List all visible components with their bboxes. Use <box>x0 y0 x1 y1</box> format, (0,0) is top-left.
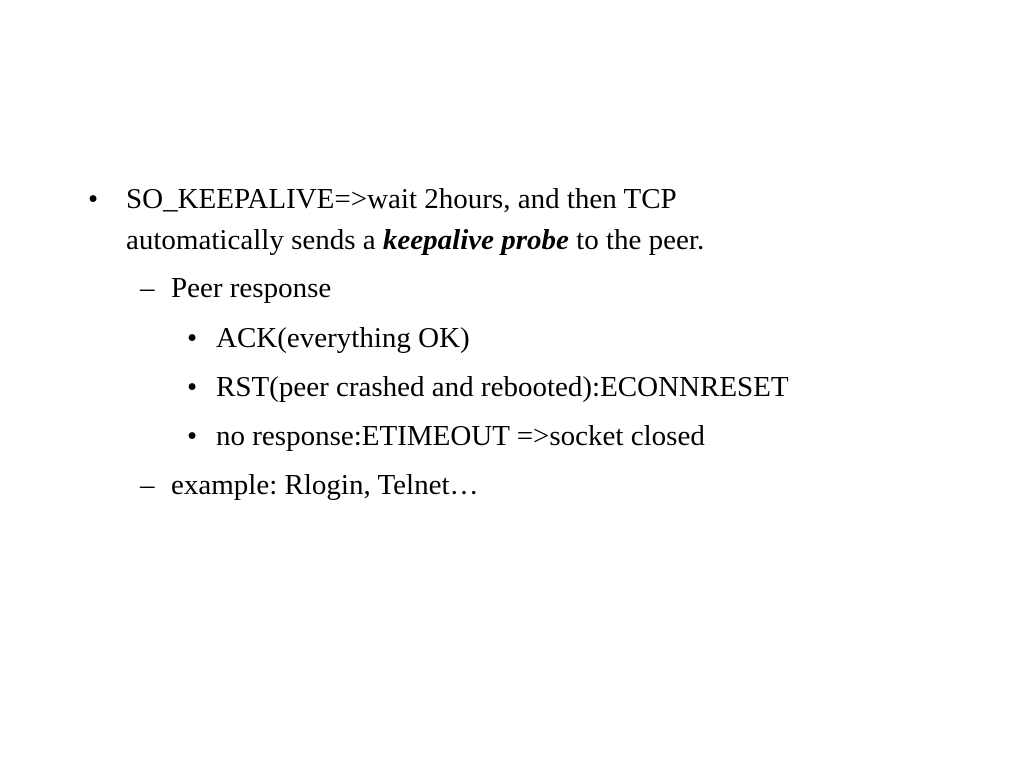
list-item-text: to the peer. <box>568 224 705 256</box>
list-item-keepalive-line1 <box>126 179 677 219</box>
bullet-marker: • <box>88 183 99 215</box>
keepalive-probe-emphasis: keepalive probe <box>382 224 569 256</box>
list-item-text: example: Rlogin, Telnet… <box>171 469 479 501</box>
list-item-example <box>171 465 479 505</box>
list-item-no-response <box>216 416 705 456</box>
bullet-marker: • <box>187 420 198 452</box>
list-item-text: ACK(everything OK) <box>216 322 470 354</box>
list-item-ack <box>216 318 470 358</box>
list-item-text: RST(peer crashed and rebooted):ECONNRESET <box>216 371 789 403</box>
list-item-text: no response:ETIMEOUT =>socket closed <box>216 420 705 452</box>
list-item-text: SO_KEEPALIVE=>wait 2hours, and then TCP <box>126 183 677 215</box>
dash-marker: – <box>140 272 155 304</box>
bullet-marker: • <box>187 322 198 354</box>
list-item-keepalive-line2 <box>126 220 704 260</box>
list-item-peer-response <box>171 268 331 308</box>
list-item-text: automatically sends a <box>126 224 383 256</box>
list-item-rst <box>216 367 789 407</box>
dash-marker: – <box>140 469 155 501</box>
list-item-text: Peer response <box>171 272 332 304</box>
bullet-marker: • <box>187 371 198 403</box>
